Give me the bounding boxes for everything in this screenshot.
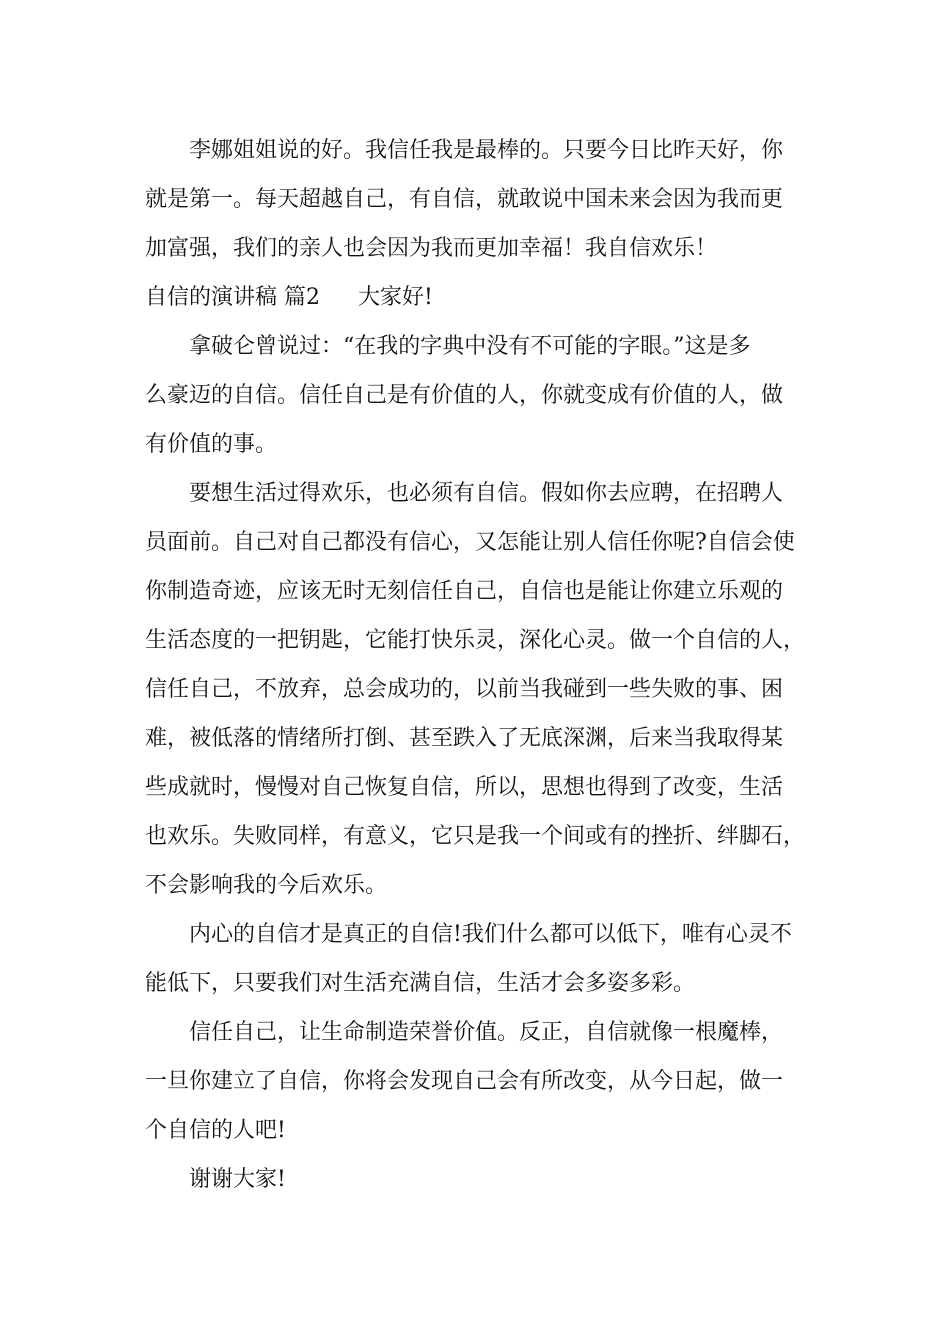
paragraph-line: 要想生活过得欢乐，也必须有自信。假如你去应聘，在招聘人 — [189, 481, 784, 506]
paragraph-line: 一旦你建立了自信，你将会发现自己会有所改变，从今日起，做一 — [145, 1069, 784, 1094]
paragraph-line: 信任自己，不放弃，总会成功的，以前当我碰到一些失败的事、困 — [145, 677, 784, 702]
document-body — [145, 126, 810, 1204]
paragraph-line: 些成就时，慢慢对自己恢复自信，所以，思想也得到了改变，生活 — [145, 775, 784, 800]
section-heading — [145, 273, 810, 322]
section-title: 自信的演讲稿 篇2 — [145, 285, 320, 310]
paragraph-line: 李娜姐姐说的好。我信任我是最棒的。只要今日比昨天好，你 — [189, 138, 784, 163]
paragraph-line: 生活态度的一把钥匙，它能打快乐灵，深化心灵。做一个自信的人， — [145, 628, 806, 653]
paragraph-line: 员面前。自己对自己都没有信心，又怎能让别人信任你呢?自信会使 — [145, 530, 795, 555]
paragraph-line: 信任自己，让生命制造荣誉价值。反正，自信就像一根魔棒， — [189, 1020, 784, 1045]
paragraph-line: 不会影响我的今后欢乐。 — [145, 873, 388, 898]
paragraph-line: 能低下，只要我们对生活充满自信，生活才会多姿多彩。 — [145, 971, 696, 996]
closing-line: 谢谢大家! — [189, 1167, 286, 1192]
paragraph-line: 拿破仑曾说过：“在我的字典中没有不可能的字眼。”这是多 — [189, 334, 751, 359]
paragraph-line: 么豪迈的自信。信任自己是有价值的人，你就变成有价值的人，做 — [145, 383, 784, 408]
paragraph-line: 你制造奇迹，应该无时无刻信任自己，自信也是能让你建立乐观的 — [145, 579, 784, 604]
paragraph-line: 有价值的事。 — [145, 432, 278, 457]
paragraph-line: 个自信的人吧! — [145, 1118, 286, 1143]
greeting-text: 大家好! — [358, 285, 433, 310]
paragraph-line: 内心的自信才是真正的自信!我们什么都可以低下，唯有心灵不 — [189, 922, 792, 947]
paragraph-line: 难，被低落的情绪所打倒、甚至跌入了无底深渊，后来当我取得某 — [145, 726, 784, 751]
paragraph-line: 加富强，我们的亲人也会因为我而更加幸福！我自信欢乐！ — [145, 236, 718, 261]
paragraph-line: 就是第一。每天超越自己，有自信，就敢说中国未来会因为我而更 — [145, 187, 784, 212]
paragraph-line: 也欢乐。失败同样，有意义，它只是我一个间或有的挫折、绊脚石， — [145, 824, 806, 849]
